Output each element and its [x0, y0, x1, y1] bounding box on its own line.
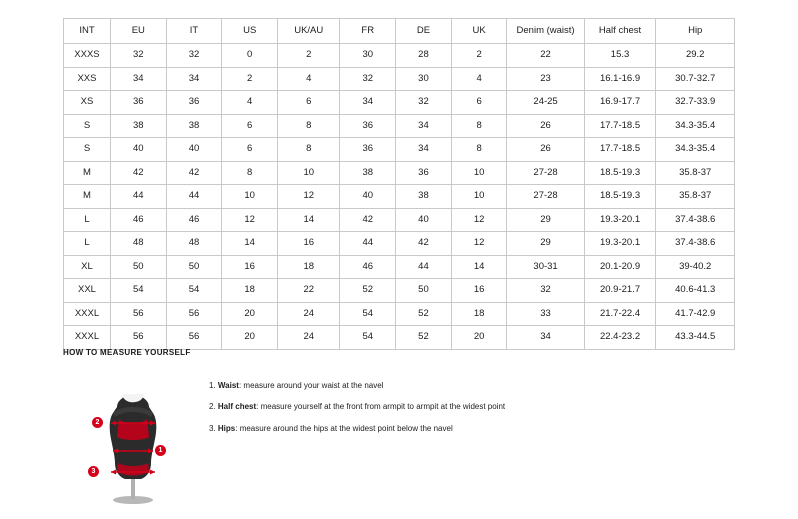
table-cell: 15.3 [584, 44, 656, 68]
table-cell: XXXL [64, 326, 111, 350]
table-cell: 40 [110, 138, 166, 162]
table-cell: 32 [507, 279, 584, 303]
table-row [64, 185, 735, 209]
table-cell: 50 [166, 255, 222, 279]
table-cell: 36 [340, 138, 396, 162]
table-cell: L [64, 208, 111, 232]
table-row [64, 232, 735, 256]
table-cell: 22 [507, 44, 584, 68]
table-cell: 8 [451, 138, 507, 162]
table-cell: 29 [507, 232, 584, 256]
table-cell: XXS [64, 67, 111, 91]
table-cell: 34.3-35.4 [656, 138, 735, 162]
table-row [64, 302, 735, 326]
table-cell: 40 [166, 138, 222, 162]
table-cell: 34.3-35.4 [656, 114, 735, 138]
instruction-number: 3. [209, 423, 216, 433]
table-cell: 10 [222, 185, 278, 209]
table-cell: 42 [340, 208, 396, 232]
table-cell: 8 [451, 114, 507, 138]
table-cell: 44 [110, 185, 166, 209]
table-cell: 18 [222, 279, 278, 303]
table-cell: 21.7-22.4 [584, 302, 656, 326]
table-cell: 42 [396, 232, 452, 256]
table-cell: XXXL [64, 302, 111, 326]
table-cell: 26 [507, 138, 584, 162]
table-cell: 2 [451, 44, 507, 68]
table-cell: M [64, 161, 111, 185]
table-cell: 50 [110, 255, 166, 279]
table-cell: 10 [451, 161, 507, 185]
table-row [64, 279, 735, 303]
table-cell: 18 [278, 255, 340, 279]
instruction-text: : measure around your waist at the navel [238, 381, 384, 390]
table-cell: 16 [222, 255, 278, 279]
marker-3: 3 [88, 466, 99, 477]
instruction-text: : measure yourself at the front from armpit to armpit at the widest point [256, 402, 506, 412]
table-cell: 35.8-37 [656, 185, 735, 209]
marker-1: 1 [155, 445, 166, 456]
table-cell: 32 [396, 91, 452, 115]
table-cell: 38 [340, 161, 396, 185]
table-cell: 28 [396, 44, 452, 68]
table-cell: 2 [278, 44, 340, 68]
table-cell: 12 [451, 208, 507, 232]
table-cell: XXL [64, 279, 111, 303]
table-cell: 8 [222, 161, 278, 185]
table-cell: 27-28 [507, 161, 584, 185]
table-cell: 34 [507, 326, 584, 350]
table-cell: 48 [110, 232, 166, 256]
column-header-int: INT [64, 19, 111, 44]
table-cell: 30 [340, 44, 396, 68]
table-cell: 20 [222, 302, 278, 326]
table-cell: 19.3-20.1 [584, 232, 656, 256]
table-cell: 42 [110, 161, 166, 185]
column-header-eu: EU [110, 19, 166, 44]
table-cell: 56 [110, 326, 166, 350]
table-cell: 14 [278, 208, 340, 232]
table-cell: 16.1-16.9 [584, 67, 656, 91]
table-cell: 18.5-19.3 [584, 185, 656, 209]
table-cell: 8 [278, 114, 340, 138]
table-cell: S [64, 114, 111, 138]
table-cell: 26 [507, 114, 584, 138]
table-cell: XS [64, 91, 111, 115]
table-cell: 6 [451, 91, 507, 115]
column-header-uk: UK [451, 19, 507, 44]
size-conversion-table [63, 18, 735, 350]
table-cell: 38 [110, 114, 166, 138]
table-cell: 37.4-38.6 [656, 232, 735, 256]
table-cell: 44 [396, 255, 452, 279]
table-cell: 4 [278, 67, 340, 91]
instruction-number: 1. [209, 381, 216, 390]
table-cell: 4 [222, 91, 278, 115]
instruction-term: Hips [217, 423, 236, 433]
table-cell: 46 [110, 208, 166, 232]
instruction-number: 2. [209, 402, 216, 412]
table-cell: 33 [507, 302, 584, 326]
measure-instruction-item [209, 424, 505, 434]
table-header [64, 19, 735, 44]
table-cell: 54 [166, 279, 222, 303]
table-cell: 32.7-33.9 [656, 91, 735, 115]
table-cell: 8 [278, 138, 340, 162]
instruction-term: Half chest [217, 402, 257, 412]
table-cell: 37.4-38.6 [656, 208, 735, 232]
table-row [64, 91, 735, 115]
table-cell: 20.1-20.9 [584, 255, 656, 279]
table-cell: 34 [166, 67, 222, 91]
table-cell: 52 [396, 302, 452, 326]
table-cell: 56 [166, 302, 222, 326]
table-cell: 39-40.2 [656, 255, 735, 279]
measure-instruction-item [209, 381, 505, 391]
table-cell: 10 [278, 161, 340, 185]
table-cell: 56 [166, 326, 222, 350]
table-cell: 20.9-21.7 [584, 279, 656, 303]
table-cell: 0 [222, 44, 278, 68]
table-cell: 20 [451, 326, 507, 350]
table-cell: 12 [451, 232, 507, 256]
table-cell: 30-31 [507, 255, 584, 279]
table-cell: 16.9-17.7 [584, 91, 656, 115]
column-header-us: US [222, 19, 278, 44]
table-cell: 27-28 [507, 185, 584, 209]
table-row [64, 114, 735, 138]
table-cell: 24 [278, 302, 340, 326]
table-cell: 16 [278, 232, 340, 256]
table-cell: 30 [396, 67, 452, 91]
instruction-text: : measure around the hips at the widest point below the navel [235, 423, 453, 433]
instruction-term: Waist [217, 381, 239, 390]
measure-instruction-item [209, 402, 505, 412]
table-cell: 36 [340, 114, 396, 138]
table-row [64, 138, 735, 162]
table-cell: M [64, 185, 111, 209]
table-row [64, 161, 735, 185]
table-cell: 36 [396, 161, 452, 185]
table-cell: 34 [396, 114, 452, 138]
table-cell: 40.6-41.3 [656, 279, 735, 303]
table-cell: 40 [396, 208, 452, 232]
table-cell: 17.7-18.5 [584, 114, 656, 138]
table-cell: 56 [110, 302, 166, 326]
table-cell: 29 [507, 208, 584, 232]
table-cell: 10 [451, 185, 507, 209]
column-header-fr: FR [340, 19, 396, 44]
table-header-row [64, 19, 735, 44]
table-cell: XL [64, 255, 111, 279]
table-cell: 6 [222, 114, 278, 138]
how-to-measure-section [63, 348, 743, 507]
table-cell: XXXS [64, 44, 111, 68]
table-cell: 50 [396, 279, 452, 303]
table-body [64, 44, 735, 350]
table-cell: 12 [278, 185, 340, 209]
table-cell: 19.3-20.1 [584, 208, 656, 232]
table-cell: 18.5-19.3 [584, 161, 656, 185]
table-cell: 22.4-23.2 [584, 326, 656, 350]
table-row [64, 44, 735, 68]
table-cell: 24 [278, 326, 340, 350]
table-cell: 46 [340, 255, 396, 279]
table-cell: 46 [166, 208, 222, 232]
table-cell: 32 [110, 44, 166, 68]
table-cell: 34 [110, 67, 166, 91]
table-cell: 44 [340, 232, 396, 256]
table-cell: 2 [222, 67, 278, 91]
table-cell: 43.3-44.5 [656, 326, 735, 350]
table-cell: 23 [507, 67, 584, 91]
table-cell: 52 [396, 326, 452, 350]
mannequin-figure [63, 367, 203, 507]
table-cell: 52 [340, 279, 396, 303]
table-cell: 40 [340, 185, 396, 209]
table-cell: 54 [340, 302, 396, 326]
column-header-de: DE [396, 19, 452, 44]
table-row [64, 326, 735, 350]
table-cell: 32 [166, 44, 222, 68]
table-cell: 34 [340, 91, 396, 115]
table-cell: 14 [222, 232, 278, 256]
table-cell: 36 [110, 91, 166, 115]
table-cell: 18 [451, 302, 507, 326]
table-cell: 54 [340, 326, 396, 350]
table-row [64, 67, 735, 91]
table-cell: 41.7-42.9 [656, 302, 735, 326]
table-cell: 34 [396, 138, 452, 162]
table-cell: 6 [278, 91, 340, 115]
table-cell: 14 [451, 255, 507, 279]
table-cell: 20 [222, 326, 278, 350]
column-header-it: IT [166, 19, 222, 44]
table-cell: 35.8-37 [656, 161, 735, 185]
column-header-denim-waist: Denim (waist) [507, 19, 584, 44]
measure-title: HOW TO MEASURE YOURSELF [63, 348, 191, 357]
table-cell: 48 [166, 232, 222, 256]
table-cell: 38 [166, 114, 222, 138]
table-cell: 38 [396, 185, 452, 209]
table-cell: L [64, 232, 111, 256]
marker-2: 2 [92, 417, 103, 428]
table-cell: 12 [222, 208, 278, 232]
table-cell: 29.2 [656, 44, 735, 68]
table-cell: 17.7-18.5 [584, 138, 656, 162]
table-cell: 36 [166, 91, 222, 115]
table-row [64, 255, 735, 279]
table-cell: 42 [166, 161, 222, 185]
mannequin-illustration [63, 367, 203, 507]
column-header-ukau: UK/AU [278, 19, 340, 44]
table-cell: 24-25 [507, 91, 584, 115]
table-cell: 44 [166, 185, 222, 209]
table-cell: 54 [110, 279, 166, 303]
table-cell: 22 [278, 279, 340, 303]
column-header-half-chest: Half chest [584, 19, 656, 44]
table-cell: 30.7-32.7 [656, 67, 735, 91]
table-cell: S [64, 138, 111, 162]
table-cell: 4 [451, 67, 507, 91]
table-cell: 6 [222, 138, 278, 162]
measure-body [63, 367, 743, 507]
measure-instructions [209, 367, 505, 445]
table-cell: 32 [340, 67, 396, 91]
table-row [64, 208, 735, 232]
column-header-hip: Hip [656, 19, 735, 44]
table-cell: 16 [451, 279, 507, 303]
